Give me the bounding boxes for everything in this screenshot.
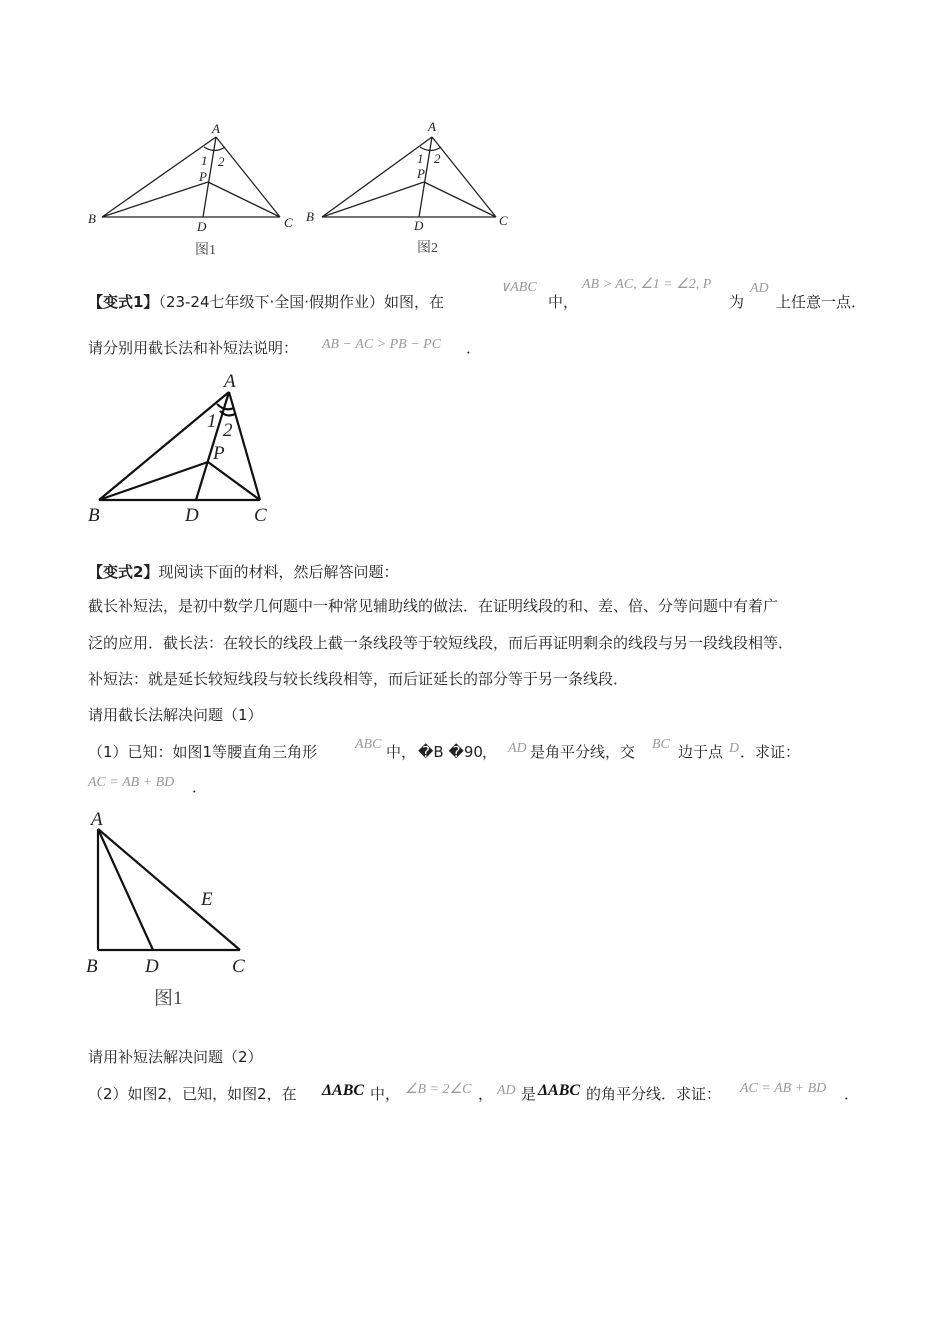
question1-garbled: �B �90 bbox=[418, 743, 483, 761]
q1-label-B: B bbox=[86, 956, 98, 977]
question1-abc: ABC bbox=[355, 737, 382, 752]
question2-part-b: 中， bbox=[370, 1085, 401, 1103]
question1-equation: AC = AB + BD bbox=[88, 775, 175, 790]
fig2-label-B: B bbox=[306, 209, 314, 224]
q1-label-D: D bbox=[145, 956, 159, 977]
variant1-figure bbox=[82, 368, 282, 528]
fig1-label-B: B bbox=[88, 211, 96, 226]
variant2-heading bbox=[88, 562, 398, 582]
fig2-label-C: C bbox=[499, 213, 508, 228]
variant1-line2: 请分别用截长法和补短法说明： bbox=[88, 339, 299, 357]
figure-2-top bbox=[322, 137, 496, 217]
question2-triangle: ΔABC bbox=[322, 1082, 365, 1099]
question1-figure bbox=[82, 805, 262, 1015]
question1-title: 请用截长法解决问题（1） bbox=[88, 706, 263, 724]
question1-point-d: D bbox=[729, 741, 740, 756]
question2-angle: ∠B = 2∠C bbox=[405, 1082, 472, 1097]
variant2-tag: 【变式2】 bbox=[88, 563, 159, 581]
fig1-label-C: C bbox=[284, 215, 293, 230]
question2-part-d: 是 bbox=[521, 1085, 537, 1103]
question2-part-c: ， bbox=[478, 1085, 494, 1103]
v1-label-B: B bbox=[88, 505, 100, 526]
variant2-paragraph-3: 补短法：就是延长较短线段与较长线段相等，而后证延长的部分等于另一条线段． bbox=[88, 670, 629, 688]
fig1-caption: 图1 bbox=[195, 243, 216, 258]
v1-label-2: 2 bbox=[223, 420, 233, 441]
top-figures bbox=[80, 115, 520, 265]
q1-label-C: C bbox=[232, 956, 245, 977]
question1-part-a: （1）已知：如图1等腰直角三角形 bbox=[88, 743, 318, 761]
question1-part-f: ．求证： bbox=[740, 743, 801, 761]
question2-ad: AD bbox=[497, 1083, 516, 1098]
fig1-label-D: D bbox=[197, 219, 207, 234]
v1-label-1: 1 bbox=[207, 411, 217, 432]
q1-label-E: E bbox=[201, 889, 213, 910]
variant1-source: （23-24七年级下·全国·假期作业）如图，在 bbox=[158, 293, 445, 311]
question2-title: 请用补短法解决问题（2） bbox=[88, 1048, 263, 1066]
variant1-period: ． bbox=[466, 339, 482, 357]
variant1-ad: AD bbox=[750, 281, 769, 296]
q1-caption: 图1 bbox=[154, 988, 183, 1009]
variant1-triangle: ∨ABC bbox=[500, 280, 537, 295]
question1-part-e: 边于点 bbox=[678, 743, 724, 761]
variant2-paragraph-1: 截长补短法，是初中数学几何题中一种常见辅助线的做法．在证明线段的和、差、倍、分等问题中有着广 bbox=[88, 597, 779, 615]
fig2-label-A: A bbox=[428, 119, 436, 134]
variant1-tail: 上任意一点． bbox=[776, 293, 867, 311]
variant2-intro: 现阅读下面的材料，然后解答问题： bbox=[158, 563, 399, 581]
q1-label-A: A bbox=[91, 809, 103, 830]
question2-equation: AC = AB + BD bbox=[740, 1081, 827, 1096]
fig2-label-D: D bbox=[414, 218, 424, 233]
question2-part-e: 的角平分线．求证： bbox=[586, 1085, 722, 1103]
question1-part-c: ， bbox=[482, 743, 498, 761]
question1-period: ． bbox=[192, 778, 208, 796]
fig1-label-A: A bbox=[212, 121, 220, 136]
question1-part-b: 中， bbox=[386, 743, 417, 761]
variant1-line1 bbox=[88, 292, 444, 312]
fig2-caption: 图2 bbox=[417, 241, 438, 256]
fig2-label-P: P bbox=[417, 166, 425, 181]
v1-label-C: C bbox=[254, 505, 267, 526]
variant1-zhong: 中， bbox=[548, 293, 579, 311]
question1-ad: AD bbox=[508, 741, 527, 756]
question1-bc: BC bbox=[652, 737, 670, 752]
v1-label-D: D bbox=[185, 505, 199, 526]
question2-part-a: （2）如图2，已知，如图2，在 bbox=[88, 1085, 297, 1103]
fig1-label-2: 2 bbox=[218, 154, 225, 169]
variant1-condition: AB > AC, ∠1 = ∠2, P bbox=[582, 277, 712, 292]
variant1-tag: 【变式1】 bbox=[88, 293, 159, 311]
fig2-label-2: 2 bbox=[434, 151, 441, 166]
question1-part-d: 是角平分线，交 bbox=[530, 743, 636, 761]
v1-label-P: P bbox=[213, 443, 225, 464]
fig1-label-1: 1 bbox=[201, 153, 208, 168]
question2-period: ． bbox=[844, 1085, 860, 1103]
fig1-label-P: P bbox=[199, 169, 207, 184]
figure-1-top bbox=[102, 137, 280, 217]
fig2-label-1: 1 bbox=[417, 151, 424, 166]
variant1-wei: 为 bbox=[729, 293, 745, 311]
v1-label-A: A bbox=[224, 371, 236, 392]
variant2-paragraph-2: 泛的应用．截长法：在较长的线段上截一条线段等于较短线段，而后再证明剩余的线段与另一段线段相等． bbox=[88, 634, 794, 652]
variant1-inequality: AB − AC > PB − PC bbox=[322, 337, 442, 352]
question2-triangle-2: ΔABC bbox=[538, 1082, 581, 1099]
